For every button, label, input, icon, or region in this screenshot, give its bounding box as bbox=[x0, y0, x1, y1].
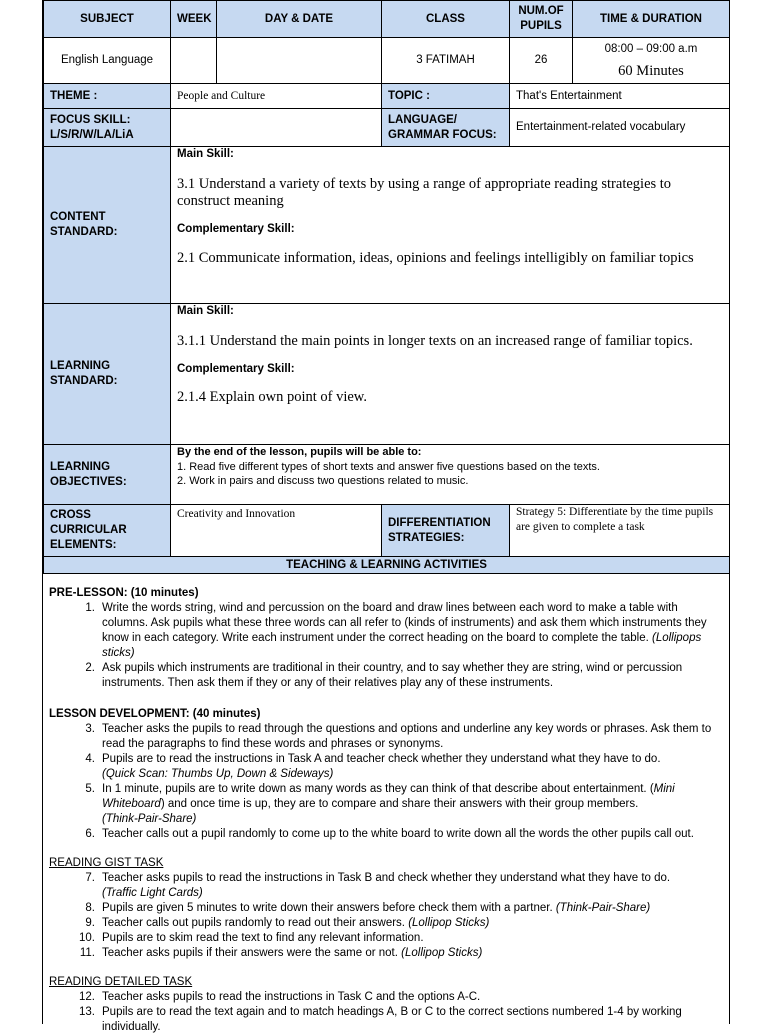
theme-value: People and Culture bbox=[171, 84, 382, 109]
learning-comp-skill-text: 2.1.4 Explain own point of view. bbox=[177, 389, 367, 405]
cross-curricular-value: Creativity and Innovation bbox=[171, 505, 382, 557]
list-item: 7. Teacher asks pupils to read the instructions in Task B and check whether they understand what they have to do. (Traffic Light Cards) bbox=[85, 872, 671, 899]
week-header: WEEK bbox=[171, 1, 217, 38]
topic-value: That's Entertainment bbox=[510, 84, 730, 109]
subject-header: SUBJECT bbox=[44, 1, 171, 38]
topic-label: TOPIC : bbox=[382, 84, 510, 109]
lesson-plan-table bbox=[43, 0, 730, 574]
list-item: 9. Teacher calls out pupils randomly to read out their answers. (Lollipop Sticks) bbox=[85, 917, 490, 929]
class-value: 3 FATIMAH bbox=[382, 38, 510, 84]
objectives-label: LEARNING OBJECTIVES: bbox=[44, 445, 171, 505]
cross-curricular-label: CROSS CURRICULAR ELEMENTS: bbox=[44, 505, 171, 557]
content-main-skill-label: Main Skill: bbox=[177, 148, 234, 160]
list-item: 12. Teacher asks pupils to read the instructions in Task C and the options A-C. bbox=[79, 991, 481, 1003]
content-standard-cell bbox=[171, 147, 730, 304]
learning-main-skill-label: Main Skill: bbox=[177, 305, 234, 317]
objectives-intro: By the end of the lesson, pupils will be able to: bbox=[177, 446, 422, 458]
grammar-focus-value: Entertainment-related vocabulary bbox=[510, 109, 730, 147]
content-comp-skill-label: Complementary Skill: bbox=[177, 223, 295, 235]
focus-skill-value bbox=[171, 109, 382, 147]
content-standard-label: CONTENT STANDARD: bbox=[44, 147, 171, 304]
list-item: 3. Teacher asks the pupils to read through the questions and options and underline any key words or phrases. Ask them to read the paragraphs to find these words and phrases or synonyms. bbox=[85, 723, 712, 750]
activities-title: TEACHING & LEARNING ACTIVITIES bbox=[44, 557, 730, 574]
objectives-cell bbox=[171, 445, 730, 505]
time-cell bbox=[573, 38, 730, 84]
list-item: 1. Write the words string, wind and percussion on the board and draw lines between each word to make a table with columns. Ask pupils what these three words can all refer to (kinds of instruments) and ask them which instruments they know in each category. Write each instrument under the correct heading on the board to complete the table. (Lollipops sticks) bbox=[85, 602, 707, 659]
learning-standard-cell bbox=[171, 304, 730, 445]
objective-item: 1. Read five different types of short texts and answer five questions based on the texts. bbox=[177, 460, 600, 473]
subject-value: English Language bbox=[44, 38, 171, 84]
pre-lesson-title: PRE-LESSON: (10 minutes) bbox=[49, 587, 199, 599]
focus-skill-label: FOCUS SKILL: L/S/R/W/LA/LiA bbox=[44, 109, 171, 147]
objective-item: 2. Work in pairs and discuss two questions related to music. bbox=[177, 475, 469, 487]
content-comp-skill-text: 2.1 Communicate information, ideas, opinions and feelings intelligibly on familiar topics bbox=[177, 250, 694, 266]
pupils-value: 26 bbox=[510, 38, 573, 84]
learning-comp-skill-label: Complementary Skill: bbox=[177, 363, 295, 375]
reading-gist-title: READING GIST TASK bbox=[49, 857, 164, 869]
list-item: 8. Pupils are given 5 minutes to write down their answers before check them with a partner. (Think-Pair-Share) bbox=[85, 902, 651, 914]
differentiation-value: Strategy 5: Differentiate by the time pupils are given to complete a task bbox=[510, 505, 730, 557]
differentiation-label: DIFFERENTIATION STRATEGIES: bbox=[382, 505, 510, 557]
theme-label: THEME : bbox=[44, 84, 171, 109]
week-value bbox=[171, 38, 217, 84]
reading-detailed-title: READING DETAILED TASK bbox=[49, 976, 193, 988]
date-header: DAY & DATE bbox=[217, 1, 382, 38]
list-item: 10. Pupils are to skim read the text to find any relevant information. bbox=[79, 932, 424, 944]
date-value bbox=[217, 38, 382, 84]
time-header: TIME & DURATION bbox=[573, 1, 730, 38]
activities-body bbox=[49, 584, 725, 1035]
learning-main-skill-text: 3.1.1 Understand the main points in longer texts on an increased range of familiar topics. bbox=[177, 333, 693, 349]
time-value: 08:00 – 09:00 a.m bbox=[604, 42, 698, 55]
list-item: 4. Pupils are to read the instructions in Task A and teacher check whether they understand what they have to do. (Quick Scan: Thumbs Up, Down & Sideways) bbox=[85, 753, 661, 780]
list-item: 6. Teacher calls out a pupil randomly to come up to the white board to write down all the words the other pupils call out. bbox=[85, 828, 694, 840]
learning-standard-label: LEARNING STANDARD: bbox=[44, 304, 171, 445]
grammar-focus-label: LANGUAGE/ GRAMMAR FOCUS: bbox=[382, 109, 510, 147]
list-item: 11. Teacher asks pupils if their answers were the same or not. (Lollipop Sticks) bbox=[79, 947, 483, 959]
list-item: 5. In 1 minute, pupils are to write down as many words as they can think of that describe about entertainment. (Mini Whiteboard) and once time is up, they are to compare and share their answers with their group members. (Think-Pair-Share) bbox=[85, 783, 675, 825]
list-item: 2. Ask pupils which instruments are traditional in their country, and to say whether they are string, wind or percussion instruments. Then ask them if they or any of their relatives play any of these instruments. bbox=[85, 662, 683, 689]
class-header: CLASS bbox=[382, 1, 510, 38]
lesson-development-title: LESSON DEVELOPMENT: (40 minutes) bbox=[49, 708, 261, 720]
list-item: 13. Pupils are to read the text again and to match headings A, B or C to the correct sections numbered 1-4 by working individually. bbox=[79, 1006, 682, 1033]
lesson-plan-page bbox=[42, 0, 730, 1033]
pupils-header: NUM.OF PUPILS bbox=[510, 1, 573, 38]
duration-value: 60 Minutes bbox=[618, 62, 684, 79]
content-main-skill-text: 3.1 Understand a variety of texts by using a range of appropriate reading strategies to construct meaning bbox=[177, 176, 672, 209]
